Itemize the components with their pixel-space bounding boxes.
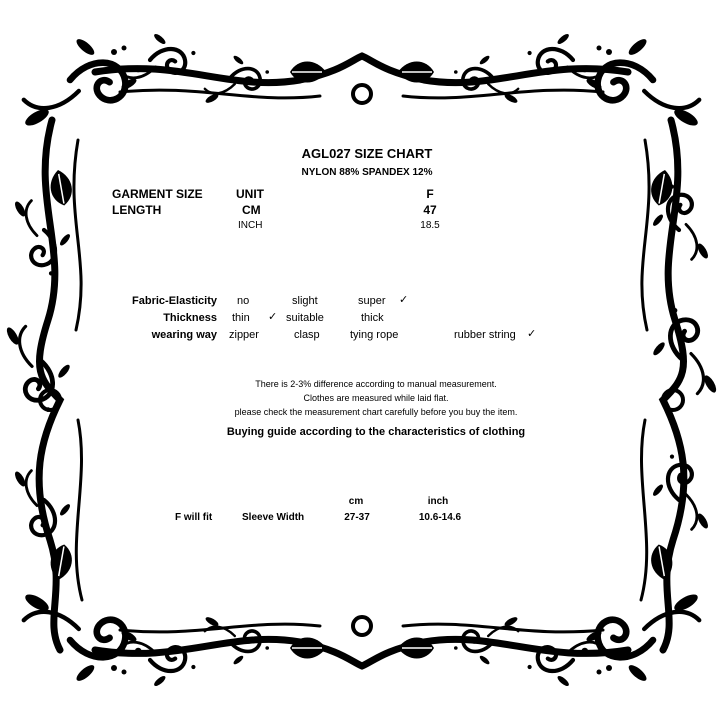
border-ornaments [5,32,719,687]
note-line: Clothes are measured while laid flat. [303,393,449,403]
row-length-value-cm: 47 [423,203,437,217]
check-mark-icon: ✓ [527,328,537,340]
fit-header-inch: inch [427,496,449,507]
attr-option-rubber-string: rubber string [454,329,516,341]
fit-value-cm: 27-37 [344,512,370,523]
attr-option-no: no [237,295,250,307]
material-composition: NYLON 88% SPANDEX 12% [301,167,433,178]
buying-guide-title: Buying guide according to the characteristics of clothing [226,426,526,438]
attr-option-slight: slight [292,295,318,307]
row-length-unit-inch: INCH [238,220,263,231]
row-length-value-inch: 18.5 [420,220,440,231]
row-length-unit-cm: CM [242,203,261,217]
size-chart-title: AGL027 SIZE CHART [301,146,433,161]
check-mark-icon: ✓ [399,294,409,306]
header-unit: UNIT [236,187,264,201]
attr-label-elasticity: Fabric-Elasticity [132,295,217,307]
check-mark-icon: ✓ [268,311,278,323]
attr-option-tying-rope: tying rope [350,329,399,341]
attr-option-clasp: clasp [294,329,320,341]
fit-size-label: F will fit [175,512,213,523]
attr-label-thickness: Thickness [163,312,217,324]
note-line: please check the measurement chart carefully before you buy the item. [234,407,518,417]
attr-option-suitable: suitable [286,312,324,324]
header-size-f: F [426,187,434,201]
attr-option-zipper: zipper [229,329,259,341]
fit-header-cm: cm [348,496,364,507]
header-garment-size: GARMENT SIZE [112,187,203,201]
row-length-label: LENGTH [112,203,162,217]
attr-option-super: super [358,295,386,307]
note-line: There is 2-3% difference according to manual measurement. [255,379,497,389]
attr-option-thick: thick [361,312,384,324]
fit-measure-label: Sleeve Width [242,512,305,523]
attr-label-wearing-way: wearing way [151,329,217,341]
fit-value-inch: 10.6-14.6 [418,512,462,523]
attr-option-thin: thin [232,312,250,324]
